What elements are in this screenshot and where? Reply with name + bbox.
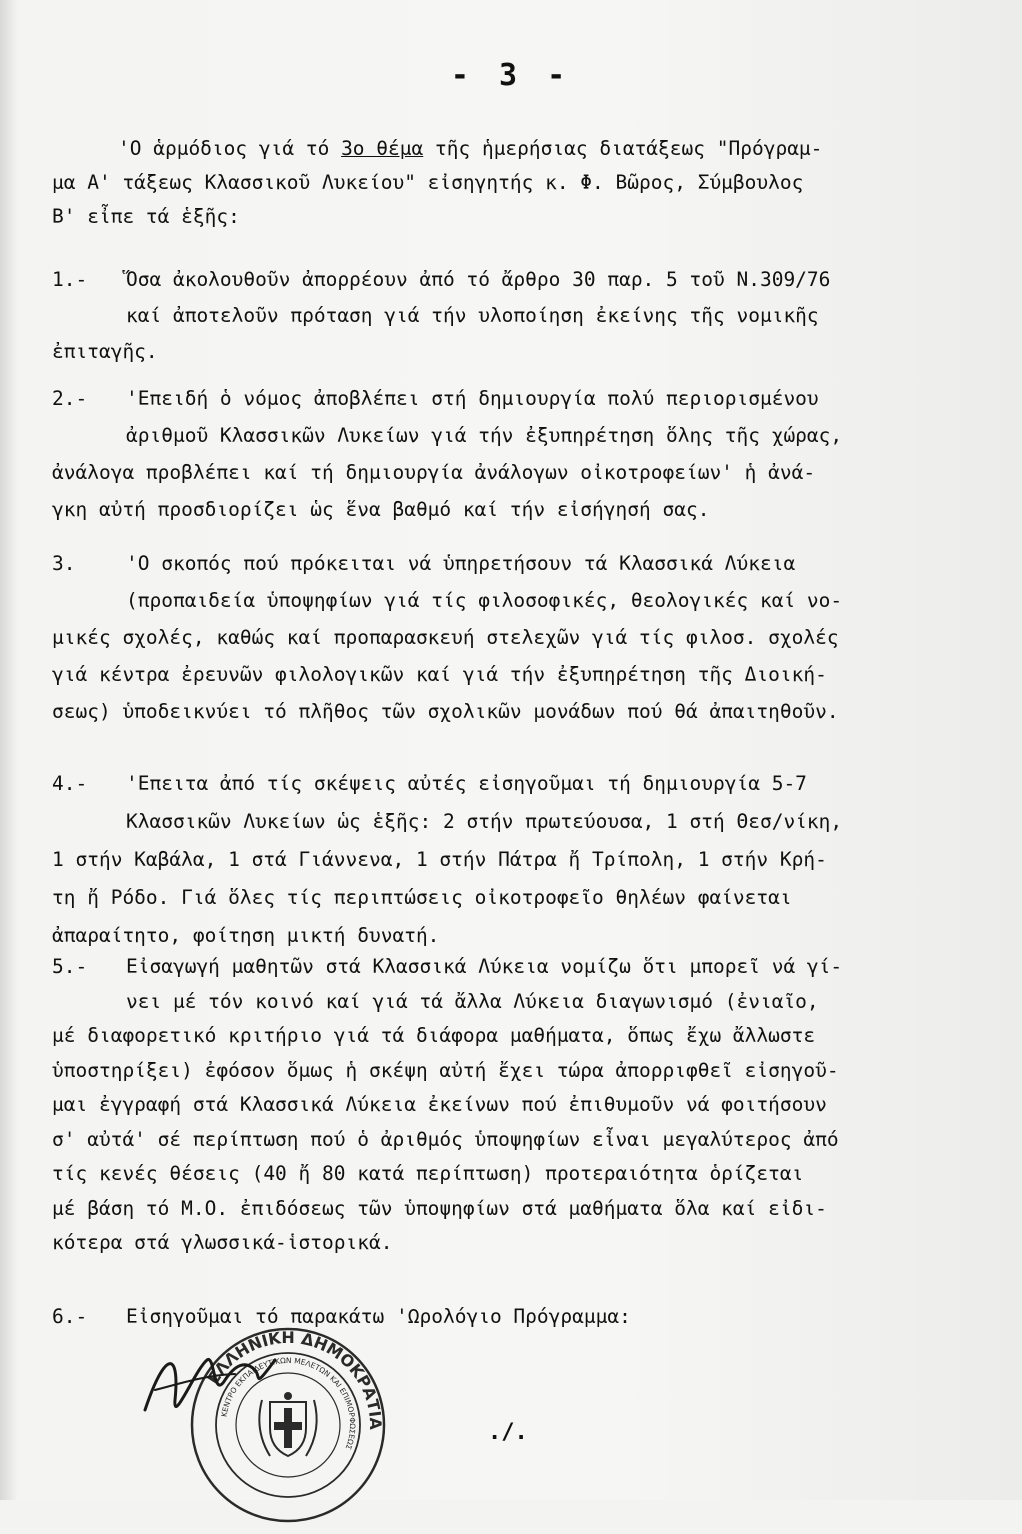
paragraph-line: τίς κενές θέσεις (40 ἤ 80 κατά περίπτωση) προτεραιότητα ὁρίζεται: [52, 1162, 804, 1185]
paragraph-line: γιά κέντρα ἐρευνῶν φιλολογικῶν καί γιά τήν ἐξυπηρέτηση τῆς Διοική-: [52, 663, 827, 686]
paragraph-number: 2.-: [52, 387, 88, 410]
paragraph-line: καί ἀποτελοῦν πρόταση γιά τήν υλοποίηση ἐκείνης τῆς νομικῆς: [126, 304, 819, 327]
intro-line-3: Β' εἶπε τά ἑξῆς:: [52, 205, 240, 228]
paragraph-line: ἀπαραίτητο, φοίτηση μικτή δυνατή.: [52, 924, 440, 947]
paragraph-number: 1.-: [52, 268, 88, 291]
paragraph-line: Κλασσικῶν Λυκείων ὡς ἑξῆς: 2 στήν πρωτεύουσα, 1 στή Θεσ/νίκη,: [126, 810, 843, 833]
paragraph-5: [52, 950, 982, 1261]
intro-line-2: μα Α' τάξεως Κλασσικοῦ Λυκείου" εἰσηγητής κ. Φ. Βῶρος, Σύμβουλος: [52, 171, 804, 194]
paragraph-line: μαι ἐγγραφή στά Κλασσικά Λύκεια ἐκείνων πού ἐπιθυμοῦν νά φοιτήσουν: [52, 1093, 827, 1116]
paragraph-line: σεως) ὑποδεικνύει τό πλῆθος τῶν σχολικῶν μονάδων πού θά ἀπαιτηθοῦν.: [52, 700, 839, 723]
paragraph-line: [52, 765, 982, 803]
handwritten-signature: [135, 1330, 295, 1440]
paragraph-line: [52, 262, 982, 298]
paragraph-line: ἐπιταγῆς.: [52, 340, 158, 363]
paragraph-line: (προπαιδεία ὑποψηφίων γιά τίς φιλοσοφικές, θεολογικές καί νο-: [126, 589, 843, 612]
signature-scribble: [135, 1330, 295, 1440]
intro-line-1-end: τῆς ἡμερήσιας διατάξεως "Πρόγραμ-: [423, 137, 823, 160]
seal-ring-text: ΕΛΛΗΝΙΚΗ ΔΗΜΟΚΡΑΤΙΑ: [203, 1327, 386, 1430]
paragraph-line: μέ βάση τό Μ.Ο. ἐπιδόσεως τῶν ὑποψηφίων στά μαθήματα ὅλα καί εἰδι-: [52, 1196, 827, 1220]
paragraph-text: Εἰσαγωγή μαθητῶν στά Κλασσικά Λύκεια νομίζω ὅτι μπορεῖ νά γί-: [126, 955, 843, 978]
paragraph-line: γκη αὐτή προσδιορίζει ὡς ἕνα βαθμό καί τήν εἰσήγησή σας.: [52, 498, 710, 521]
paragraph-number: 5.-: [52, 955, 88, 978]
paragraph-line: μικές σχολές, καθώς καί προπαρασκευή στελεχῶν γιά τίς φιλοσ. σχολές: [52, 626, 839, 649]
paragraph-text: Ὅσα ἀκολουθοῦν ἀπορρέουν ἀπό τό ἄρθρο 30 παρ. 5 τοῦ Ν.309/76: [126, 268, 831, 291]
paragraph-3: [52, 545, 982, 730]
continuation-mark: ./.: [488, 1420, 528, 1445]
paragraph-line: τη ἤ Ρόδο. Γιά ὅλες τίς περιπτώσεις οἰκοτροφεῖο θηλέων φαίνεται: [52, 886, 792, 909]
paragraph-number: 3.: [52, 552, 76, 575]
paragraph-line: 1 στήν Καβάλα, 1 στά Γιάννενα, 1 στήν Πάτρα ἤ Τρίπολη, 1 στήν Κρή-: [52, 848, 827, 871]
intro-line-1-start: 'Ο ἁρμόδιος γιά τό: [118, 137, 342, 160]
paragraph-2: [52, 380, 982, 528]
paragraph-text: 'Ο σκοπός πού πρόκειται νά ὑπηρετήσουν τά Κλασσικά Λύκεια: [126, 552, 796, 575]
page-number: - 3 -: [450, 58, 572, 93]
paragraph-text: Εἰσηγοῦμαι τό παρακάτω 'Ωρολόγιο Πρόγραμμα:: [126, 1305, 631, 1328]
paragraph-line: [52, 545, 982, 582]
paragraph-text: 'Επειδή ὁ νόμος ἀποβλέπει στή δημιουργία πολύ περιορισμένου: [126, 387, 819, 410]
paragraph-line: σ' αὐτά' σέ περίπτωση πού ὁ ἀριθμός ὑποψηφίων εἶναι μεγαλύτερος ἀπό: [52, 1127, 839, 1151]
paragraph-line: ἀριθμοῦ Κλασσικῶν Λυκείων γιά τήν ἐξυπηρέτηση ὅλης τῆς χώρας,: [126, 424, 843, 447]
paragraph-4: [52, 765, 982, 955]
paragraph-line: [52, 380, 982, 417]
paragraph-line: ἀνάλογα προβλέπει καί τή δημιουργία ἀνάλογων οἰκοτροφείων' ἡ ἀνά-: [52, 461, 816, 484]
paragraph-line: κότερα στά γλωσσικά-ἱστορικά.: [52, 1231, 393, 1254]
paragraph-1: [52, 262, 982, 370]
agenda-item-underlined: 3ο θέμα: [341, 137, 424, 160]
seal-inner-text: ΚΕΝΤΡΟ ΕΚΠΑΙΔΕΥΤΙΚΩΝ ΜΕΛΕΤΩΝ ΚΑΙ ΕΠΙΜΟΡΦΩΣΕΩΣ: [219, 1355, 358, 1451]
paragraph-line: μέ διαφορετικό κριτήριο γιά τά διάφορα μαθήματα, ὅπως ἔχω ἄλλωστε: [52, 1024, 816, 1047]
paragraph-number: 4.-: [52, 772, 88, 795]
intro-line-1: [52, 132, 982, 166]
paragraph-text: 'Επειτα ἀπό τίς σκέψεις αὐτές εἰσηγοῦμαι τή δημιουργία 5-7: [126, 772, 807, 795]
paragraph-line: [52, 950, 982, 985]
paragraph-line: ὑποστηρίξει) ἐφόσον ὅμως ἡ σκέψη αὐτή ἔχει τώρα ἀπορριφθεῖ εἰσηγοῦ-: [52, 1058, 839, 1082]
intro-paragraph: [52, 132, 982, 234]
paragraph-number: 6.-: [52, 1305, 88, 1328]
paragraph-line: νει μέ τόν κοινό καί γιά τά ἄλλα Λύκεια διαγωνισμό (ἐνιαῖο,: [126, 989, 819, 1013]
